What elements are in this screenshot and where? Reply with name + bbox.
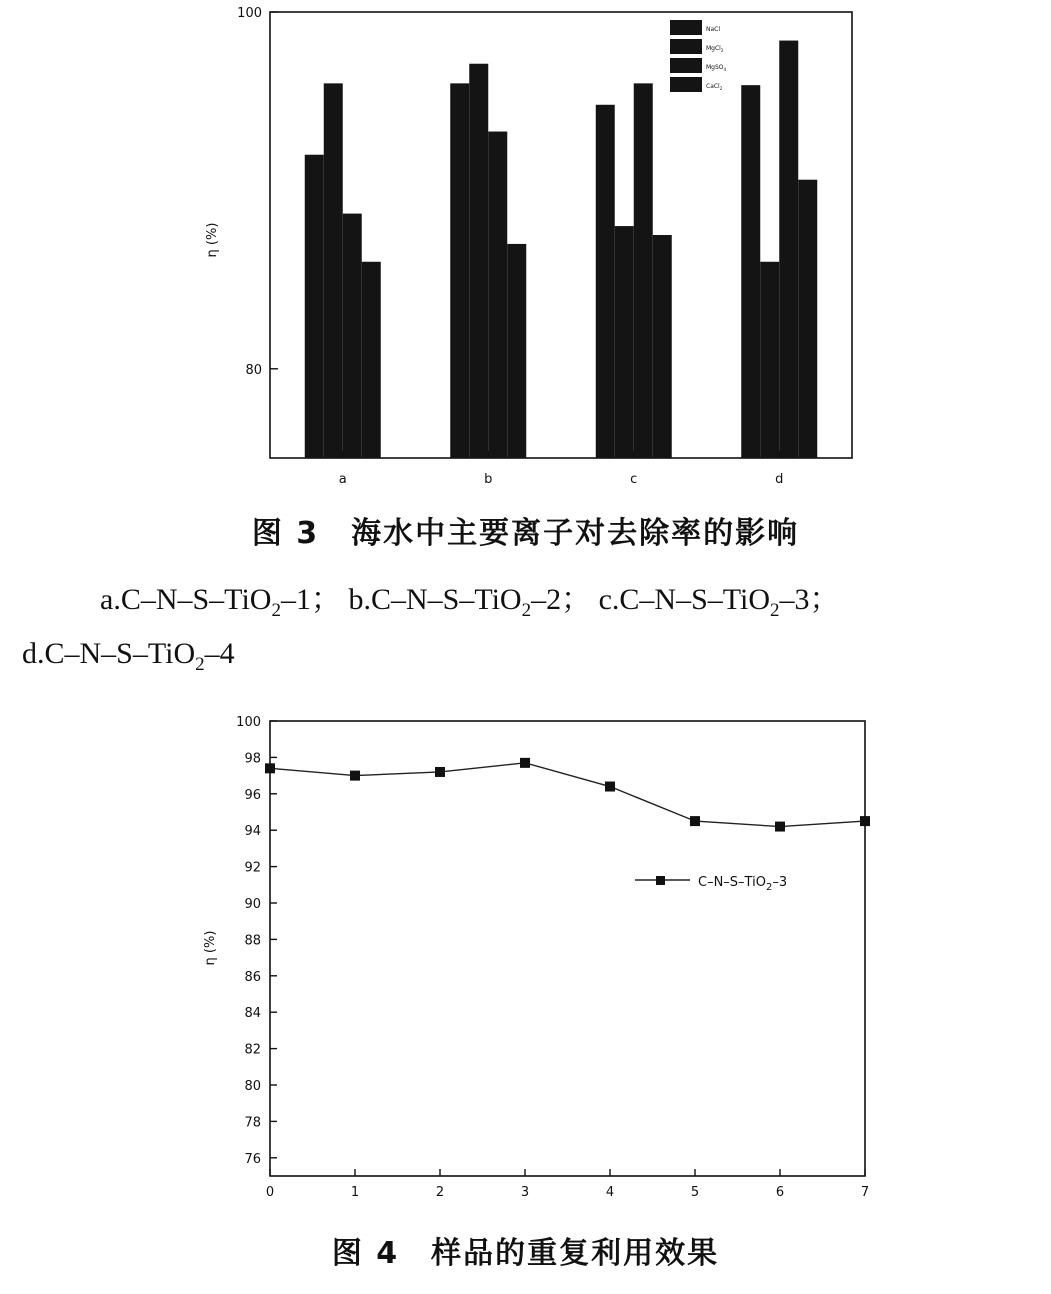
fig4-y-tick-label: 94 — [244, 824, 261, 840]
fig3-x-tick-label: d — [775, 472, 784, 487]
fig3-bar — [634, 83, 653, 458]
fig4-y-tick-label: 92 — [244, 860, 261, 876]
fig3-bar — [507, 244, 526, 458]
fig3-bar — [362, 262, 381, 458]
fig3-caption: 图 3 海水中主要离子对去除率的影响 — [251, 516, 800, 551]
fig3-y-ticks — [237, 6, 278, 378]
fig3-y-tick-label: 100 — [237, 6, 262, 21]
fig4-x-ticks — [266, 1169, 869, 1200]
fig3-legend-label: MgCl$_2$ — [706, 45, 724, 53]
fig3-y-axis-label: η (%) — [205, 222, 220, 258]
fig4-legend-marker — [656, 876, 665, 885]
fig4-data-point — [435, 767, 445, 777]
fig4-x-tick-label: 6 — [775, 1185, 785, 1200]
fig3-bar — [760, 262, 779, 458]
fig3-legend-swatch — [670, 58, 702, 73]
fig3-x-tick-label: b — [484, 472, 493, 487]
fig3-x-ticks — [339, 451, 784, 487]
fig4-x-tick-label: 5 — [690, 1185, 700, 1200]
fig3-x-tick-label: c — [630, 472, 638, 487]
fig4-y-axis-label: η (%) — [203, 930, 218, 966]
fig3-bar — [596, 105, 615, 458]
fig4-x-tick-label: 7 — [860, 1185, 870, 1200]
fig4-y-tick-label: 98 — [244, 751, 261, 767]
fig3-x-tick-label: a — [338, 472, 347, 487]
fig4-series — [265, 758, 870, 832]
fig4-x-tick-label: 1 — [350, 1185, 360, 1200]
fig4-data-point — [605, 782, 615, 792]
fig3-bar — [741, 85, 760, 458]
fig4-y-tick-label: 84 — [244, 1006, 261, 1022]
fig4-y-tick-label: 88 — [244, 933, 261, 949]
figure4-line-chart — [203, 715, 870, 1200]
fig3-sample-labels-line1: a.C–N–S–TiO$_2$–1； b.C–N–S–TiO$_2$–2； c.C–N–S–TiO$_2$–3； — [100, 583, 840, 621]
fig3-bar — [343, 214, 362, 458]
fig3-legend — [670, 20, 727, 92]
fig4-y-tick-label: 82 — [244, 1042, 261, 1058]
fig3-bar — [615, 226, 634, 458]
fig4-y-tick-label: 80 — [244, 1079, 261, 1094]
fig4-y-ticks — [236, 715, 277, 1167]
fig4-data-point — [350, 771, 360, 781]
fig4-y-tick-label: 100 — [236, 715, 261, 730]
fig4-data-point — [860, 816, 870, 826]
fig3-bars — [305, 41, 818, 458]
fig3-legend-label: MgSO$_4$ — [706, 64, 727, 72]
fig4-y-tick-label: 86 — [244, 969, 261, 985]
fig3-legend-swatch — [670, 39, 702, 54]
fig3-sample-labels-line2: d.C–N–S–TiO$_2$–4 — [22, 637, 235, 675]
fig4-legend-label: C–N–S–TiO$_2$–3 — [698, 875, 788, 893]
fig4-legend — [635, 875, 787, 893]
fig3-bar — [488, 132, 507, 458]
fig3-bar — [305, 155, 324, 458]
fig4-data-point — [775, 822, 785, 832]
fig4-plot-frame — [270, 721, 865, 1176]
fig3-bar — [450, 83, 469, 458]
fig3-legend-swatch — [670, 20, 702, 35]
fig4-x-tick-label: 4 — [605, 1185, 615, 1200]
fig3-bar — [653, 235, 672, 458]
fig4-data-point — [690, 816, 700, 826]
fig4-data-point — [265, 763, 275, 773]
fig3-bar — [779, 41, 798, 458]
fig4-x-tick-label: 0 — [265, 1185, 275, 1200]
figure3-bar-chart — [205, 6, 852, 487]
fig4-x-tick-label: 2 — [435, 1185, 445, 1200]
fig4-y-tick-label: 96 — [244, 787, 261, 803]
fig4-caption: 图 4 样品的重复利用效果 — [331, 1236, 720, 1271]
fig4-data-point — [520, 758, 530, 768]
fig4-y-tick-label: 78 — [244, 1115, 261, 1131]
fig3-bar — [324, 83, 343, 458]
fig3-legend-label: NaCl — [706, 26, 721, 33]
fig3-legend-label: CaCl$_2$ — [706, 83, 723, 91]
fig4-y-tick-label: 76 — [244, 1151, 261, 1167]
fig4-y-tick-label: 90 — [244, 897, 261, 912]
fig3-bar — [798, 180, 817, 458]
fig4-x-tick-label: 3 — [520, 1185, 530, 1200]
fig3-bar — [469, 64, 488, 458]
fig3-y-tick-label: 80 — [245, 362, 262, 378]
fig3-legend-swatch — [670, 77, 702, 92]
